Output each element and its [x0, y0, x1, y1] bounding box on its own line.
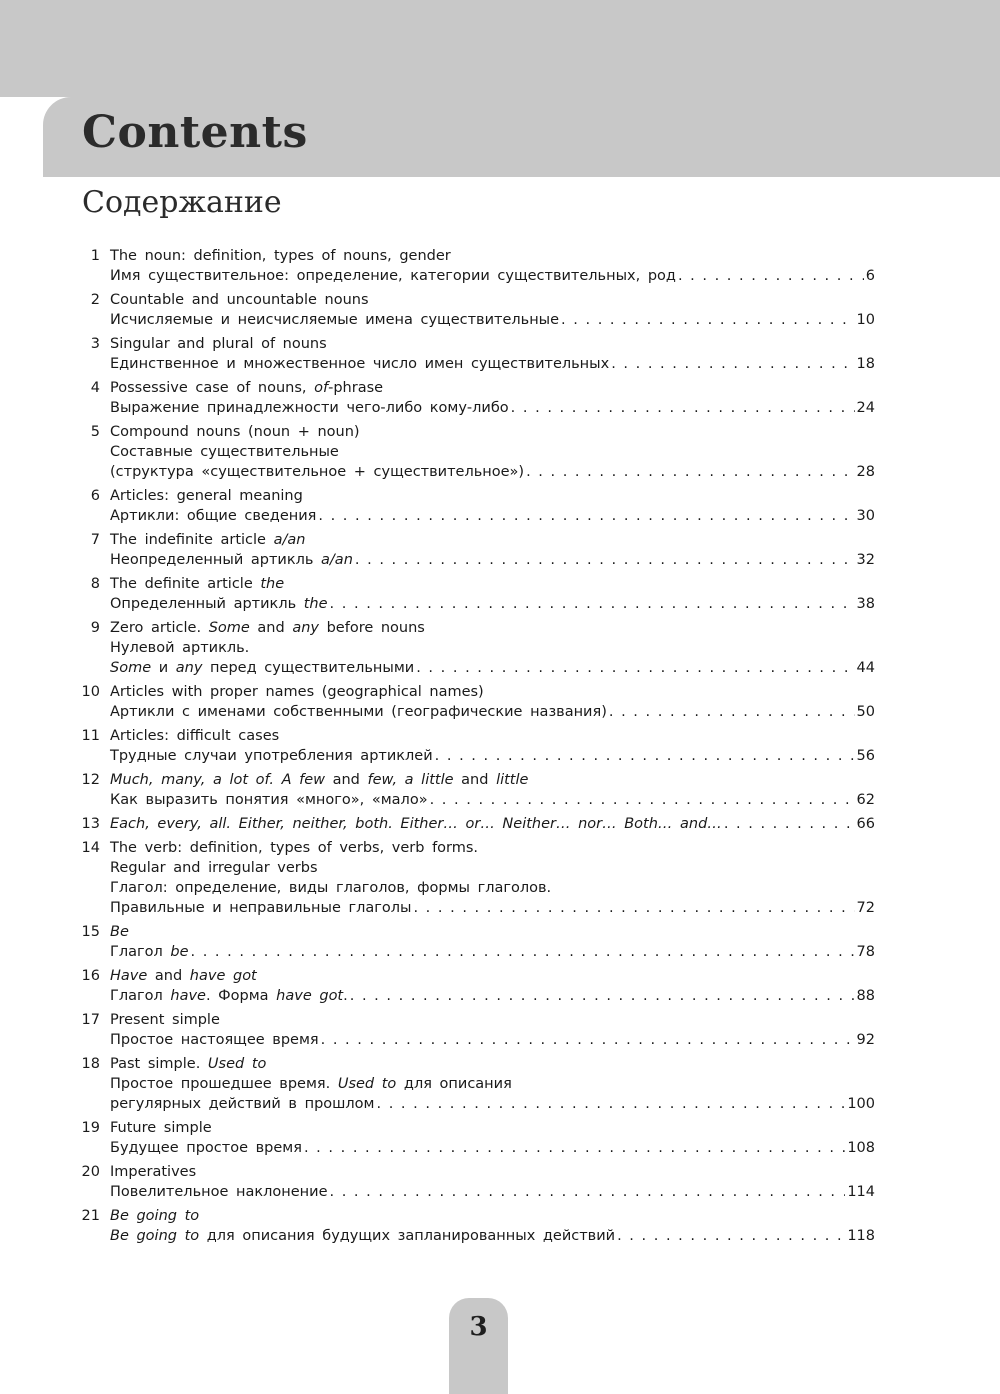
toc-page-number: 114	[847, 1184, 875, 1200]
dot-leader	[318, 506, 854, 526]
toc-entry-number: 4	[90, 380, 100, 396]
dot-leader	[430, 790, 855, 810]
toc-entry-line	[110, 550, 875, 570]
toc-text-segment: Определенный артикль	[110, 596, 304, 612]
toc-text-segment: any	[175, 660, 203, 676]
toc-entry-line	[110, 310, 875, 330]
toc-text-segment: .	[343, 988, 348, 1004]
toc-text-segment: Имя существительное: определение, категории существительных, род	[110, 268, 676, 284]
toc-text-segment: регулярных действий в прошлом	[110, 1096, 375, 1112]
dot-leader	[511, 398, 855, 418]
dot-leader	[526, 462, 854, 482]
toc-text-segment: Possessive case of nouns,	[110, 380, 315, 396]
toc-entry[interactable]	[0, 574, 1000, 614]
toc-text-segment: Have	[110, 968, 148, 984]
toc-text-segment: Единственное и множественное число имен существительных	[110, 356, 610, 372]
toc-text-segment: any	[292, 620, 319, 636]
toc-entry[interactable]	[0, 530, 1000, 570]
toc-page-number: 24	[856, 400, 875, 416]
toc-text-segment: The indefinite article	[110, 532, 274, 548]
dot-leader	[678, 266, 864, 286]
toc-text-segment: Compound nouns (noun + noun)	[110, 424, 360, 440]
toc-page-number: 66	[856, 816, 875, 832]
toc-text-segment: для описания будущих запланированных действий	[199, 1228, 616, 1244]
toc-entry-number: 10	[81, 684, 100, 700]
dot-leader	[413, 898, 854, 918]
toc-text-segment: Глагол	[110, 944, 171, 960]
toc-entry-line	[110, 1206, 875, 1226]
dot-leader	[435, 746, 855, 766]
toc-text-segment: Imperatives	[110, 1164, 197, 1180]
toc-entry-line	[110, 574, 875, 594]
toc-entry-line	[110, 638, 875, 658]
toc-page-number: 30	[856, 508, 875, 524]
toc-text-segment: Неопределенный артикль	[110, 552, 322, 568]
toc-entry[interactable]	[0, 770, 1000, 810]
toc-entry-line	[110, 486, 875, 506]
toc-text-segment: be	[170, 944, 189, 960]
toc-page-number: 56	[856, 748, 875, 764]
toc-text-segment: the	[260, 576, 285, 592]
dot-leader	[561, 310, 855, 330]
toc-entry-line	[110, 658, 875, 678]
toc-entry-line	[110, 1094, 875, 1114]
toc-entry-number: 12	[81, 772, 100, 788]
toc-entry-line	[110, 1226, 875, 1246]
dot-leader	[304, 1138, 845, 1158]
dot-leader	[416, 658, 854, 678]
toc-entry-line	[110, 266, 875, 286]
toc-text-segment: Be	[110, 924, 129, 940]
toc-page-number: 118	[847, 1228, 875, 1244]
toc-entry-number: 15	[81, 924, 100, 940]
page-subtitle: Содержание	[82, 185, 282, 220]
toc-entry[interactable]	[0, 618, 1000, 678]
toc-text-segment: Выражение принадлежности чего-либо кому-либо	[110, 400, 509, 416]
page-number: 3	[469, 1312, 488, 1342]
toc-text-segment: The noun: definition, types of nouns, gender	[110, 248, 451, 264]
toc-entry-number: 18	[81, 1056, 100, 1072]
toc-entry-line	[110, 682, 875, 702]
toc-entry-line	[110, 530, 875, 550]
toc-page-number: 62	[856, 792, 875, 808]
toc-entry-line	[110, 334, 875, 354]
dot-leader	[350, 986, 855, 1006]
toc-text-segment: Be going to	[110, 1228, 200, 1244]
toc-text-segment: Глагол	[110, 988, 171, 1004]
toc-entry[interactable]	[0, 1162, 1000, 1202]
toc-entry-line	[110, 398, 875, 418]
toc-text-segment: Нулевой артикль.	[110, 640, 250, 656]
toc-text-segment: and	[249, 620, 293, 636]
toc-text-segment: of	[314, 380, 329, 396]
toc-page-number: 44	[856, 660, 875, 676]
toc-entry-line	[110, 506, 875, 526]
toc-page-number: 108	[847, 1140, 875, 1156]
toc-text-segment: Артикли с именами собственными (географические названия)	[110, 704, 607, 720]
toc-text-segment: Как выразить понятия «много», «мало»	[110, 792, 428, 808]
toc-entry[interactable]	[0, 682, 1000, 722]
toc-entry-line	[110, 1162, 875, 1182]
table-of-contents	[0, 246, 1000, 1250]
toc-entry-number: 16	[81, 968, 100, 984]
toc-entry-number: 20	[81, 1164, 100, 1180]
toc-entry-line	[110, 422, 875, 442]
toc-entry-number: 8	[90, 576, 100, 592]
toc-text-segment: and	[147, 968, 190, 984]
toc-text-segment: Простое прошедшее время.	[110, 1076, 338, 1092]
toc-entry-number: 2	[90, 292, 100, 308]
toc-entry-line	[110, 702, 875, 722]
toc-entry-line	[110, 814, 875, 834]
dot-leader	[355, 550, 855, 570]
toc-text-segment: . Форма	[205, 988, 277, 1004]
toc-entry[interactable]	[0, 1118, 1000, 1158]
toc-text-segment: (структура «существительное + существительное»)	[110, 464, 525, 480]
toc-entry-line	[110, 1010, 875, 1030]
toc-entry-number: 14	[81, 840, 100, 856]
toc-page-number: 10	[856, 312, 875, 328]
toc-text-segment: Each, every, all. Either, neither, both. Either… or… Neither… nor… Both… and…	[110, 816, 722, 832]
toc-text-segment: Составные существительные	[110, 444, 339, 460]
toc-text-segment: Глагол: определение, виды глаголов, формы глаголов.	[110, 880, 552, 896]
toc-entry-line	[110, 1138, 875, 1158]
toc-entry[interactable]	[0, 486, 1000, 526]
toc-text-segment: Much, many, a lot of. A few	[110, 772, 325, 788]
toc-text-segment: little	[496, 772, 529, 788]
dot-leader	[611, 354, 854, 374]
toc-entry-line	[110, 966, 875, 986]
dot-leader	[609, 702, 855, 722]
toc-text-segment: have got	[276, 988, 344, 1004]
dot-leader	[377, 1094, 846, 1114]
dot-leader	[329, 1182, 845, 1202]
toc-entry-number: 6	[90, 488, 100, 504]
toc-text-segment: Some	[110, 660, 152, 676]
toc-entry-line	[110, 858, 875, 878]
toc-entry-line	[110, 898, 875, 918]
toc-entry[interactable]	[0, 726, 1000, 766]
toc-page-number: 6	[865, 268, 875, 284]
toc-text-segment: Правильные и неправильные глаголы	[110, 900, 412, 916]
dot-leader	[330, 594, 855, 614]
toc-text-segment: Трудные случаи употребления артиклей	[110, 748, 433, 764]
toc-entry-line	[110, 354, 875, 374]
toc-entry-number: 1	[90, 248, 100, 264]
toc-entry-line	[110, 726, 875, 746]
toc-page-number: 72	[856, 900, 875, 916]
toc-text-segment: Простое настоящее время	[110, 1032, 319, 1048]
toc-text-segment: few, a little	[367, 772, 454, 788]
toc-text-segment: Used to	[337, 1076, 397, 1092]
toc-page-number: 50	[856, 704, 875, 720]
toc-text-segment: Articles: difficult cases	[110, 728, 280, 744]
toc-entry-line	[110, 1030, 875, 1050]
toc-text-segment: Past simple.	[110, 1056, 208, 1072]
toc-entry-number: 13	[81, 816, 100, 832]
toc-entry-number: 19	[81, 1120, 100, 1136]
dot-leader	[321, 1030, 855, 1050]
toc-page-number: 78	[856, 944, 875, 960]
toc-text-segment: The definite article	[110, 576, 261, 592]
toc-entry[interactable]	[0, 966, 1000, 1006]
toc-entry[interactable]	[0, 1054, 1000, 1114]
toc-page-number: 92	[856, 1032, 875, 1048]
toc-entry-line	[110, 986, 875, 1006]
toc-text-segment: -phrase	[328, 380, 384, 396]
toc-entry-line	[110, 790, 875, 810]
toc-entry-line	[110, 1182, 875, 1202]
toc-text-segment: a/an	[321, 552, 353, 568]
toc-entry-line	[110, 838, 875, 858]
toc-entry-line	[110, 942, 875, 962]
toc-text-segment: перед существительными	[202, 660, 415, 676]
toc-entry-line	[110, 878, 875, 898]
toc-entry-line	[110, 462, 875, 482]
dot-leader	[724, 814, 855, 834]
dot-leader	[617, 1226, 845, 1246]
toc-entry[interactable]	[0, 290, 1000, 330]
toc-text-segment: Regular and irregular verbs	[110, 860, 318, 876]
header-band	[0, 0, 1000, 97]
toc-text-segment: Артикли: общие сведения	[110, 508, 317, 524]
toc-entry[interactable]	[0, 1206, 1000, 1246]
toc-text-segment: the	[303, 596, 328, 612]
toc-entry-number: 17	[81, 1012, 100, 1028]
toc-text-segment: Countable and uncountable nouns	[110, 292, 369, 308]
toc-page-number: 100	[847, 1096, 875, 1112]
toc-text-segment: have got	[189, 968, 257, 984]
page-title: Contents	[82, 107, 308, 158]
toc-text-segment: Some	[208, 620, 250, 636]
toc-page-number: 32	[856, 552, 875, 568]
toc-text-segment: для описания	[396, 1076, 512, 1092]
toc-entry[interactable]	[0, 378, 1000, 418]
toc-text-segment: Present simple	[110, 1012, 220, 1028]
toc-text-segment: Articles with proper names (geographical names)	[110, 684, 484, 700]
toc-text-segment: Zero article.	[110, 620, 209, 636]
toc-entry[interactable]	[0, 246, 1000, 286]
toc-entry-line	[110, 290, 875, 310]
toc-text-segment: Used to	[207, 1056, 267, 1072]
toc-text-segment: and	[453, 772, 497, 788]
toc-text-segment: Будущее простое время	[110, 1140, 302, 1156]
toc-text-segment: The verb: definition, types of verbs, verb forms.	[110, 840, 479, 856]
toc-text-segment: before nouns	[318, 620, 425, 636]
toc-text-segment: have	[170, 988, 206, 1004]
toc-text-segment: and	[325, 772, 368, 788]
toc-entry-line	[110, 246, 875, 266]
toc-text-segment: Be going to	[110, 1208, 200, 1224]
toc-entry-number: 7	[90, 532, 100, 548]
toc-entry-line	[110, 770, 875, 790]
toc-entry-number: 11	[81, 728, 100, 744]
toc-page-number: 88	[856, 988, 875, 1004]
toc-entry-line	[110, 922, 875, 942]
toc-entry-number: 21	[81, 1208, 100, 1224]
toc-text-segment: a/an	[273, 532, 306, 548]
toc-entry[interactable]	[0, 814, 1000, 834]
toc-text-segment: Повелительное наклонение	[110, 1184, 328, 1200]
toc-entry-number: 9	[90, 620, 100, 636]
toc-entry-line	[110, 746, 875, 766]
toc-entry-line	[110, 618, 875, 638]
toc-text-segment: Future simple	[110, 1120, 212, 1136]
toc-text-segment: Singular and plural of nouns	[110, 336, 327, 352]
toc-text-segment: Articles: general meaning	[110, 488, 303, 504]
toc-entry-line	[110, 378, 875, 398]
toc-entry[interactable]	[0, 422, 1000, 482]
toc-entry-line	[110, 442, 875, 462]
toc-entry[interactable]	[0, 334, 1000, 374]
toc-page-number: 28	[856, 464, 875, 480]
toc-entry-number: 5	[90, 424, 100, 440]
toc-entry-line	[110, 1118, 875, 1138]
toc-page-number: 18	[856, 356, 875, 372]
toc-entry[interactable]	[0, 1010, 1000, 1050]
toc-entry-line	[110, 1074, 875, 1094]
dot-leader	[191, 942, 855, 962]
toc-text-segment: и	[151, 660, 176, 676]
toc-entry[interactable]	[0, 838, 1000, 918]
toc-entry-line	[110, 1054, 875, 1074]
toc-page-number: 38	[856, 596, 875, 612]
toc-text-segment: Исчисляемые и неисчисляемые имена существительные	[110, 312, 560, 328]
toc-entry-number: 3	[90, 336, 100, 352]
toc-entry[interactable]	[0, 922, 1000, 962]
toc-entry-line	[110, 594, 875, 614]
